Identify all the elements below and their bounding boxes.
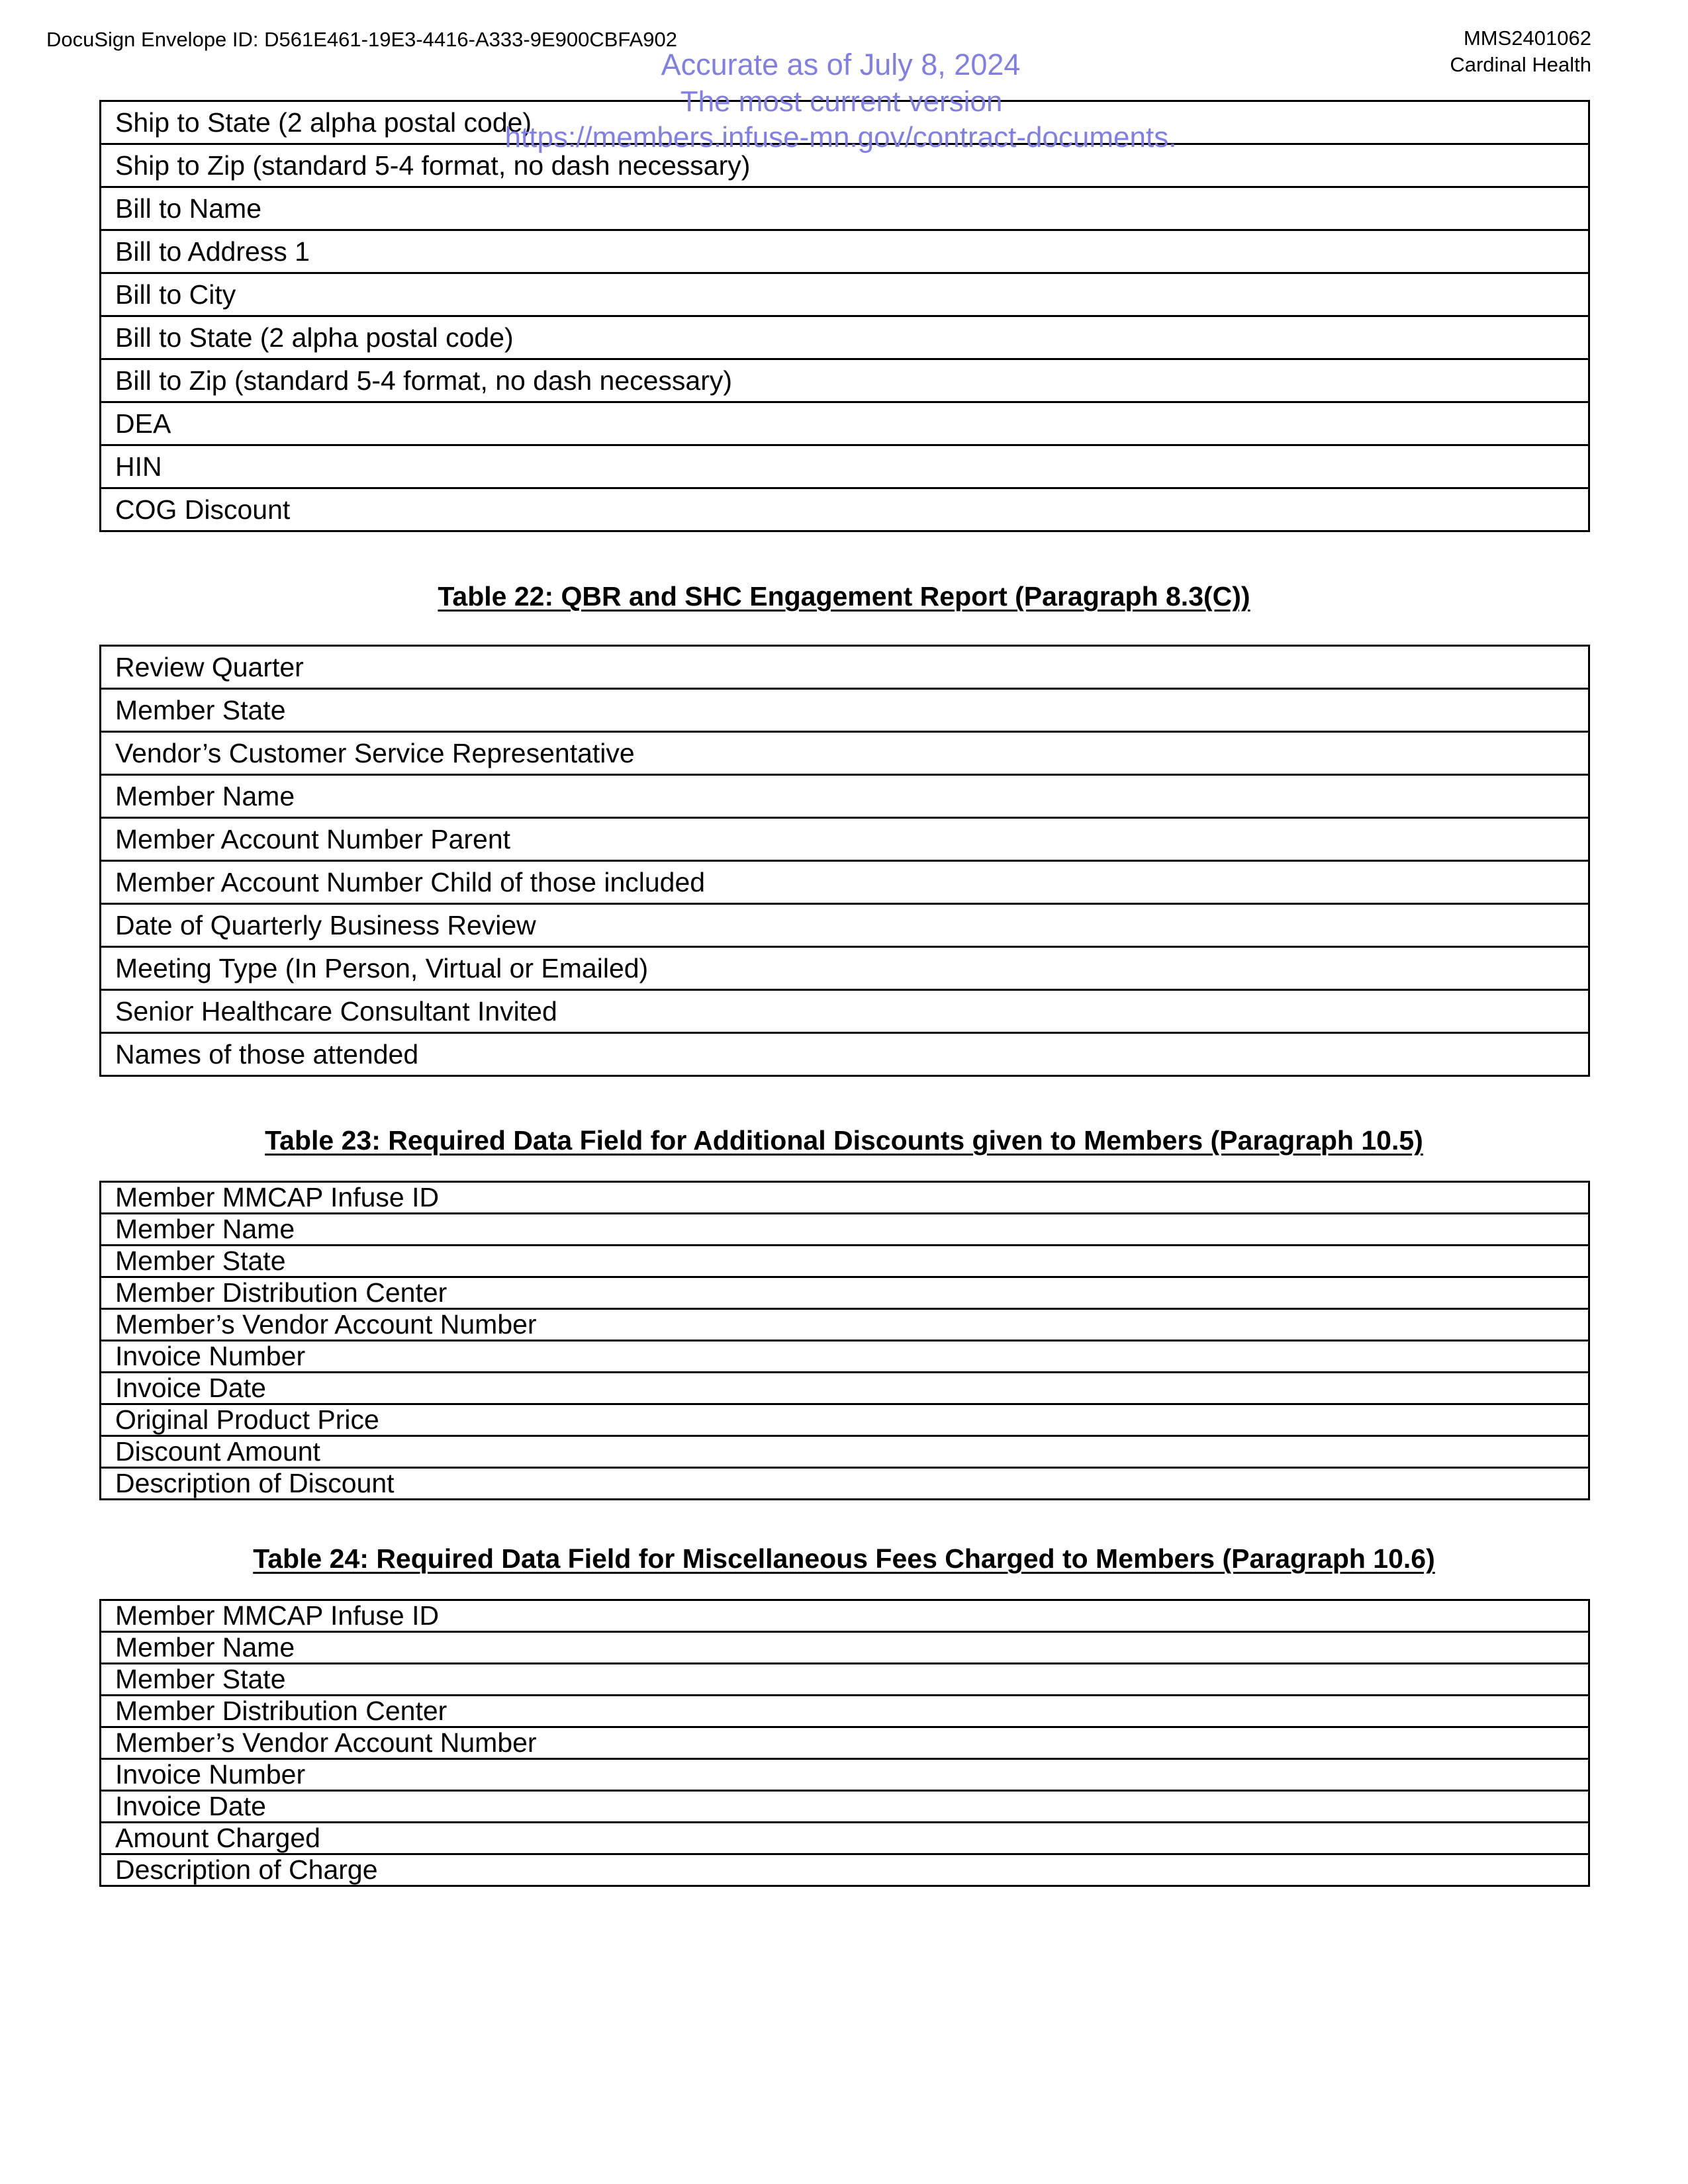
watermark-url: https://members.infuse-mn.gov/contract-documents. bbox=[504, 121, 1177, 154]
table-row bbox=[101, 1277, 1589, 1309]
table-row bbox=[101, 1404, 1589, 1436]
watermark-date: Accurate as of July 8, 2024 bbox=[661, 48, 1021, 81]
vendor-name: Cardinal Health bbox=[1450, 53, 1591, 76]
table-row bbox=[101, 732, 1589, 775]
field-name-cell: DEA bbox=[101, 402, 1589, 445]
table-row bbox=[101, 947, 1589, 990]
field-name-cell: Ship to Zip (standard 5-4 format, no dash necessary) bbox=[101, 144, 1589, 187]
field-name-cell: Bill to State (2 alpha postal code) bbox=[101, 316, 1589, 359]
field-name-cell: Bill to Name bbox=[101, 187, 1589, 230]
table-24 bbox=[99, 1599, 1590, 1887]
field-name-cell: Invoice Number bbox=[101, 1759, 1589, 1791]
field-name-cell: Member’s Vendor Account Number bbox=[101, 1309, 1589, 1341]
table-row bbox=[101, 1696, 1589, 1727]
table-row bbox=[101, 646, 1589, 689]
table-row bbox=[101, 273, 1589, 316]
page-header-right bbox=[1450, 25, 1591, 78]
field-name-cell: Member State bbox=[101, 1664, 1589, 1696]
table-row bbox=[101, 488, 1589, 531]
field-name-cell: Description of Charge bbox=[101, 1854, 1589, 1886]
table-row bbox=[101, 316, 1589, 359]
table-row bbox=[101, 1632, 1589, 1664]
table-row bbox=[101, 990, 1589, 1033]
field-name-cell: Amount Charged bbox=[101, 1823, 1589, 1854]
table-row bbox=[101, 1600, 1589, 1632]
field-name-cell: Member Account Number Child of those included bbox=[101, 861, 1589, 904]
field-name-cell: Vendor’s Customer Service Representative bbox=[101, 732, 1589, 775]
table-row bbox=[101, 144, 1589, 187]
table-row bbox=[101, 1436, 1589, 1468]
field-name-cell: Member MMCAP Infuse ID bbox=[101, 1182, 1589, 1214]
field-name-cell: Senior Healthcare Consultant Invited bbox=[101, 990, 1589, 1033]
table-row bbox=[101, 818, 1589, 861]
field-name-cell: HIN bbox=[101, 445, 1589, 488]
field-name-cell: Description of Discount bbox=[101, 1468, 1589, 1500]
table-row bbox=[101, 1033, 1589, 1076]
field-name-cell: Member’s Vendor Account Number bbox=[101, 1727, 1589, 1759]
field-name-cell: Invoice Number bbox=[101, 1341, 1589, 1373]
table-21-continued bbox=[99, 100, 1590, 532]
field-name-cell: COG Discount bbox=[101, 488, 1589, 531]
table-row bbox=[101, 1759, 1589, 1791]
field-name-cell: Bill to Zip (standard 5-4 format, no dash necessary) bbox=[101, 359, 1589, 402]
field-name-cell: Member MMCAP Infuse ID bbox=[101, 1600, 1589, 1632]
table-row bbox=[101, 445, 1589, 488]
field-name-cell: Bill to Address 1 bbox=[101, 230, 1589, 273]
table-row bbox=[101, 861, 1589, 904]
table-row bbox=[101, 1182, 1589, 1214]
table-row bbox=[101, 1341, 1589, 1373]
envelope-id: DocuSign Envelope ID: D561E461-19E3-4416-A333-9E900CBFA902 bbox=[46, 28, 678, 51]
field-name-cell: Original Product Price bbox=[101, 1404, 1589, 1436]
table-row bbox=[101, 1246, 1589, 1277]
table-row bbox=[101, 1309, 1589, 1341]
field-name-cell: Discount Amount bbox=[101, 1436, 1589, 1468]
table-row bbox=[101, 1664, 1589, 1696]
table-23-caption: Table 23: Required Data Field for Additional Discounts given to Members (Paragraph 10.5) bbox=[265, 1125, 1423, 1156]
table-row bbox=[101, 101, 1589, 144]
field-name-cell: Member State bbox=[101, 689, 1589, 732]
table-row bbox=[101, 689, 1589, 732]
table-row bbox=[101, 1727, 1589, 1759]
table-23 bbox=[99, 1181, 1590, 1500]
table-row bbox=[101, 1823, 1589, 1854]
field-name-cell: Date of Quarterly Business Review bbox=[101, 904, 1589, 947]
field-name-cell: Ship to State (2 alpha postal code) bbox=[101, 101, 1589, 144]
field-name-cell: Bill to City bbox=[101, 273, 1589, 316]
field-name-cell: Member Distribution Center bbox=[101, 1696, 1589, 1727]
field-name-cell: Meeting Type (In Person, Virtual or Emailed) bbox=[101, 947, 1589, 990]
field-name-cell: Member Account Number Parent bbox=[101, 818, 1589, 861]
table-row bbox=[101, 230, 1589, 273]
table-row bbox=[101, 359, 1589, 402]
field-name-cell: Member Name bbox=[101, 1214, 1589, 1246]
table-22-caption: Table 22: QBR and SHC Engagement Report (Paragraph 8.3(C)) bbox=[438, 581, 1250, 612]
table-row bbox=[101, 1373, 1589, 1404]
table-22 bbox=[99, 645, 1590, 1077]
table-row bbox=[101, 775, 1589, 818]
table-row bbox=[101, 904, 1589, 947]
table-row bbox=[101, 1468, 1589, 1500]
field-name-cell: Member Name bbox=[101, 1632, 1589, 1664]
field-name-cell: Names of those attended bbox=[101, 1033, 1589, 1076]
contract-number: MMS2401062 bbox=[1463, 26, 1591, 50]
table-row bbox=[101, 1791, 1589, 1823]
field-name-cell: Member Distribution Center bbox=[101, 1277, 1589, 1309]
field-name-cell: Invoice Date bbox=[101, 1373, 1589, 1404]
field-name-cell: Member State bbox=[101, 1246, 1589, 1277]
table-row bbox=[101, 1854, 1589, 1886]
field-name-cell: Member Name bbox=[101, 775, 1589, 818]
table-row bbox=[101, 187, 1589, 230]
field-name-cell: Review Quarter bbox=[101, 646, 1589, 689]
field-name-cell: Invoice Date bbox=[101, 1791, 1589, 1823]
table-row bbox=[101, 402, 1589, 445]
table-24-caption: Table 24: Required Data Field for Miscellaneous Fees Charged to Members (Paragraph 10.6) bbox=[253, 1543, 1435, 1574]
watermark-version: The most current version bbox=[680, 85, 1003, 118]
table-row bbox=[101, 1214, 1589, 1246]
